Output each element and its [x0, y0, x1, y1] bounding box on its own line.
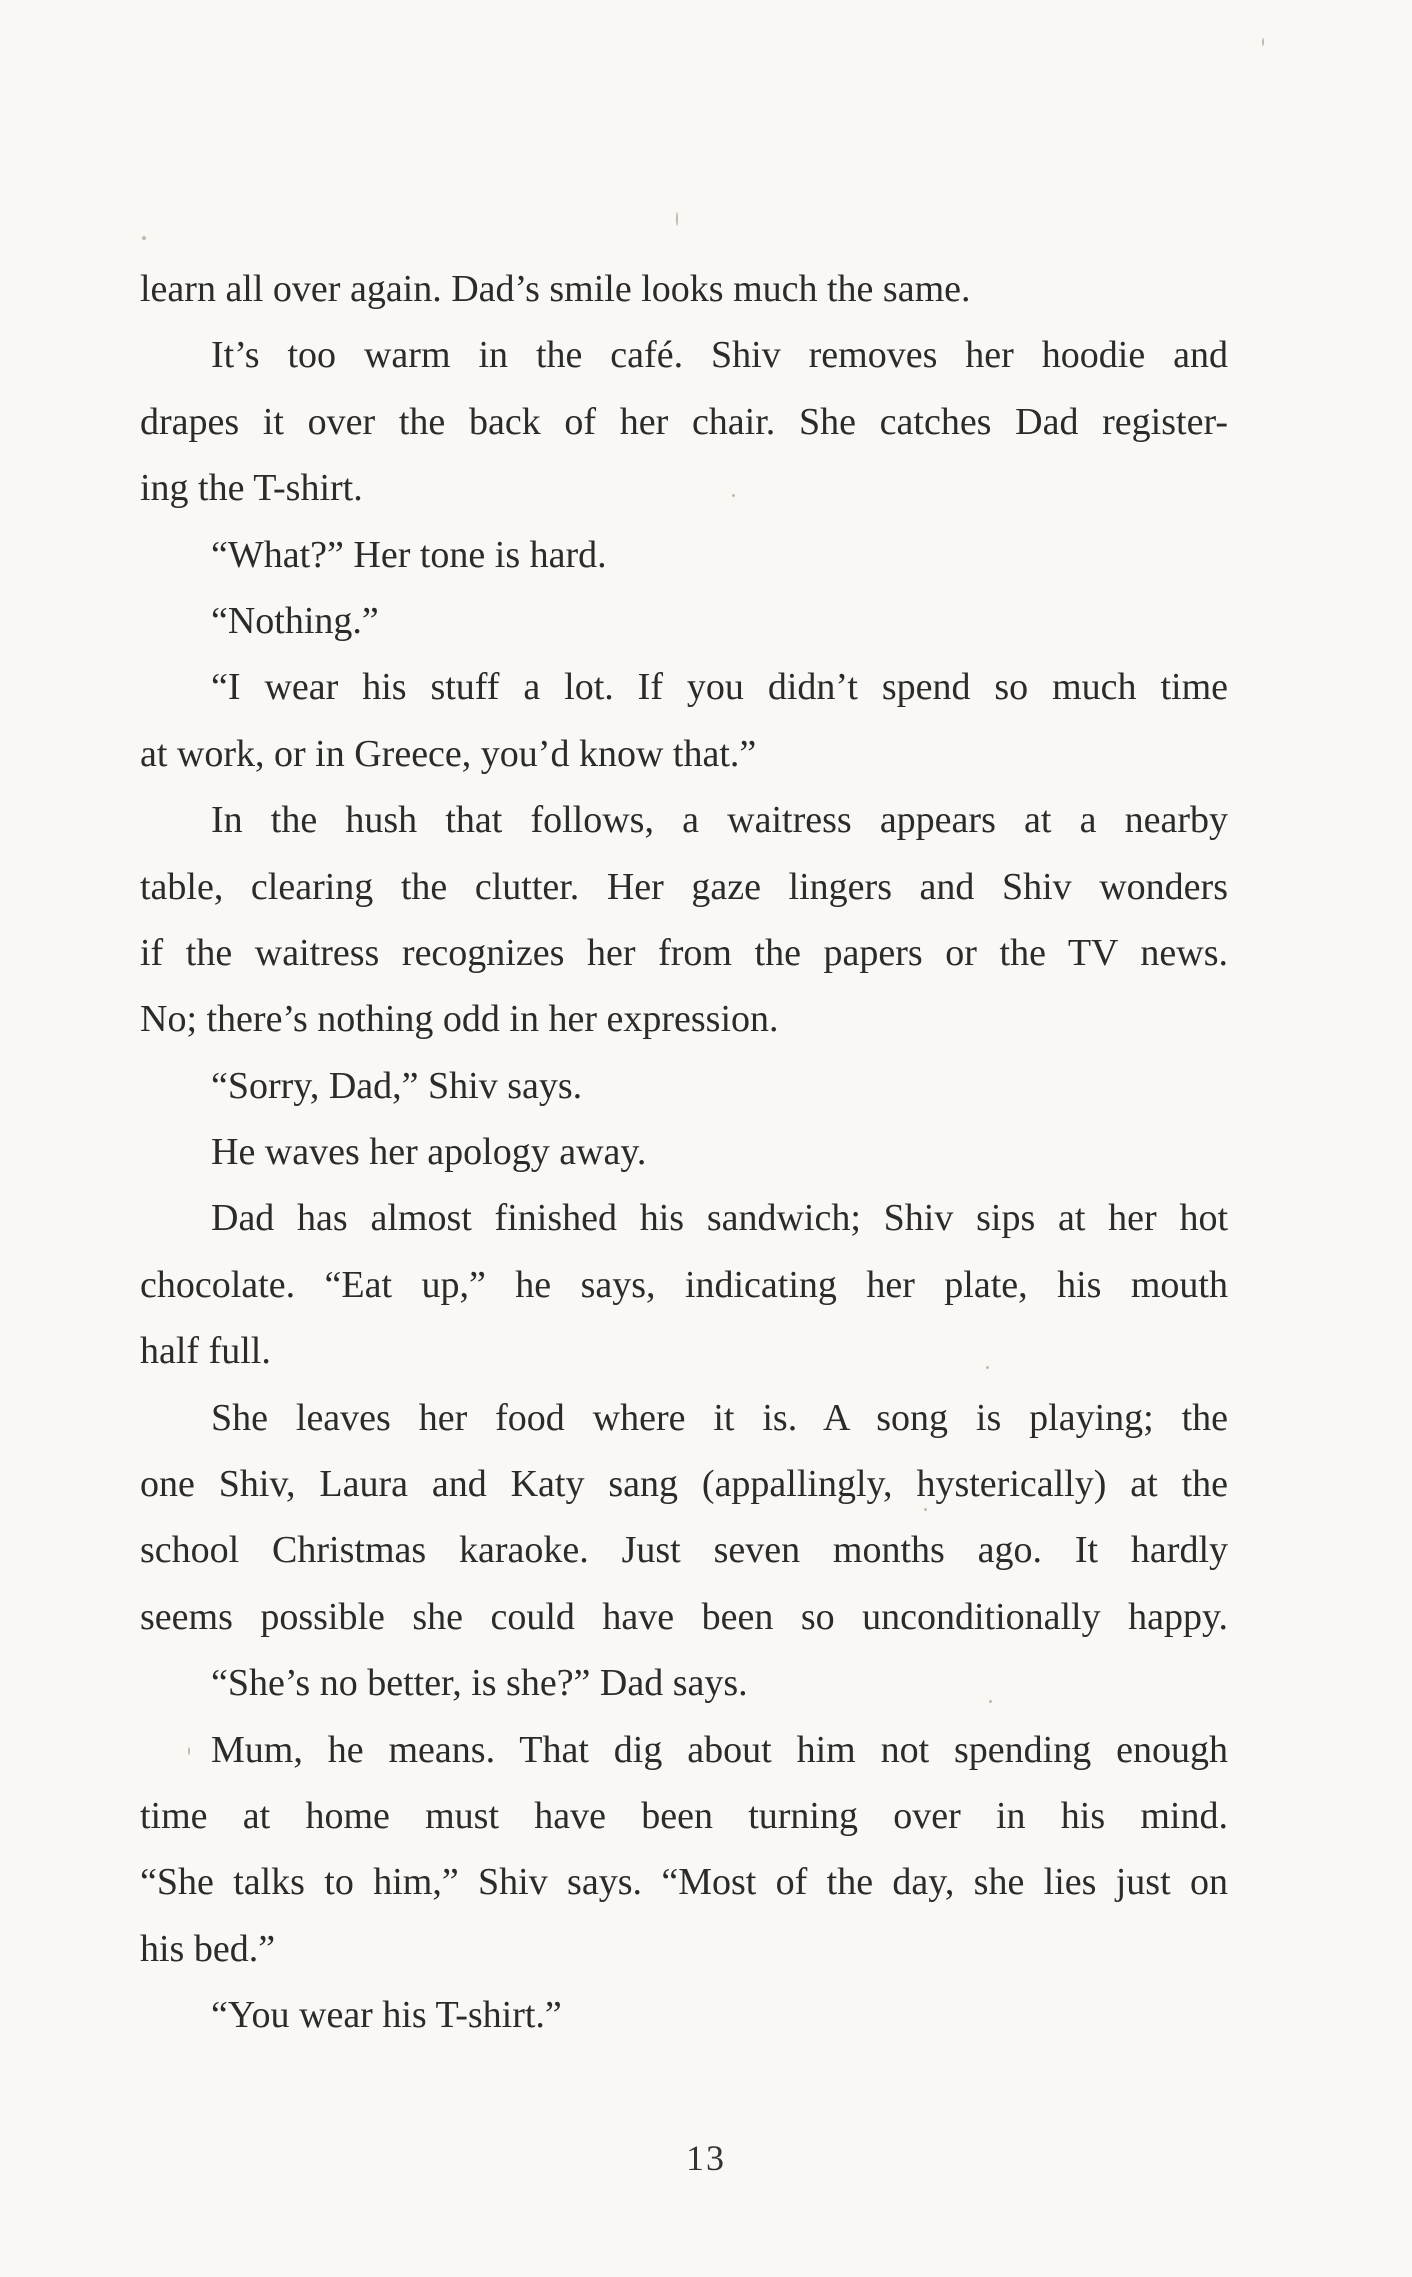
text-line: “I wear his stuff a lot. If you didn’t spend so much time — [211, 666, 1228, 709]
text-line: ing the T-shirt. — [140, 467, 363, 510]
paper-speck — [142, 236, 146, 240]
paper-speck — [188, 1747, 190, 1755]
text-line: learn all over again. Dad’s smile looks much the same. — [140, 268, 971, 310]
text-line: his bed.” — [140, 1927, 276, 1970]
text-line: It’s too warm in the café. Shiv removes her hoodie and — [211, 334, 1228, 377]
text-line: “She talks to him,” Shiv says. “Most of the day, she lies just on — [140, 1861, 1228, 1904]
text-line: “Sorry, Dad,” Shiv says. — [211, 1064, 583, 1107]
text-line: “She’s no better, is she?” Dad says. — [211, 1662, 748, 1705]
text-line: if the waitress recognizes her from the papers or the TV news. — [140, 931, 1228, 974]
text-line: half full. — [140, 1330, 271, 1373]
text-line: “You wear his T-shirt.” — [211, 1994, 562, 2037]
paper-speck — [1262, 38, 1264, 46]
text-line: He waves her apology away. — [211, 1131, 647, 1174]
text-line: “What?” Her tone is hard. — [211, 533, 607, 576]
text-line: No; there’s nothing odd in her expression. — [140, 998, 779, 1041]
text-line: seems possible she could have been so unconditionally happy. — [140, 1595, 1228, 1638]
paper-speck — [732, 494, 735, 497]
text-line: Mum, he means. That dig about him not spending enough — [211, 1728, 1228, 1771]
page-number: 13 — [686, 2138, 726, 2178]
text-line: Dad has almost finished his sandwich; Shiv sips at her hot — [211, 1197, 1228, 1240]
text-line: drapes it over the back of her chair. She catches Dad register- — [140, 400, 1228, 443]
text-line: school Christmas karaoke. Just seven months ago. It hardly — [140, 1529, 1228, 1572]
text-line: In the hush that follows, a waitress appears at a nearby — [211, 799, 1228, 842]
text-line: table, clearing the clutter. Her gaze lingers and Shiv wonders — [140, 865, 1228, 908]
text-line: time at home must have been turning over in his mind. — [140, 1794, 1228, 1837]
body-text — [140, 256, 1228, 2049]
paper-speck — [924, 1508, 927, 1511]
text-line: chocolate. “Eat up,” he says, indicating her plate, his mouth — [140, 1263, 1228, 1306]
paper-speck — [676, 212, 678, 226]
paper-speck — [986, 1366, 989, 1369]
paper-speck — [989, 1700, 992, 1703]
text-line: one Shiv, Laura and Katy sang (appallingly, hysterically) at the — [140, 1463, 1228, 1506]
text-line: at work, or in Greece, you’d know that.” — [140, 732, 757, 775]
text-line: “Nothing.” — [211, 599, 379, 642]
text-line: She leaves her food where it is. A song is playing; the — [211, 1396, 1228, 1439]
